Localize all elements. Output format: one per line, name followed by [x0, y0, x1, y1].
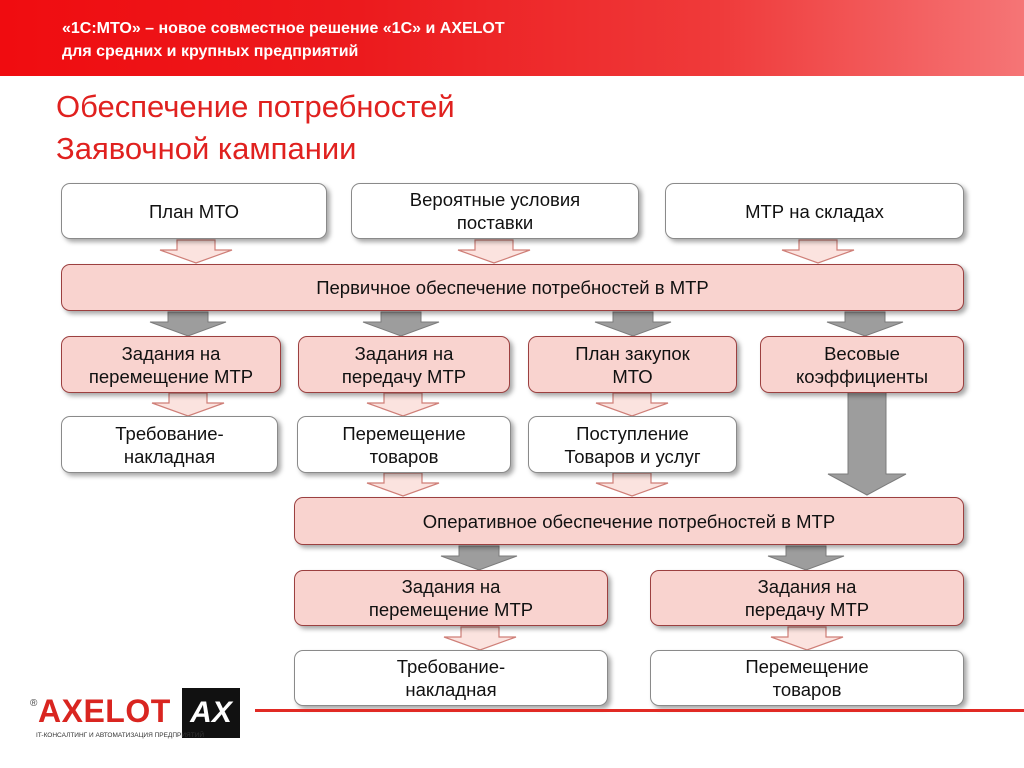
box-goods-move-2	[650, 650, 964, 706]
box-goods-move-2-line-1: Перемещение	[745, 656, 869, 677]
box-goods-move	[297, 416, 511, 473]
box-purchase-plan	[528, 336, 737, 393]
arrow-light-4	[152, 393, 224, 416]
box-plan-mto-label: План МТО	[148, 200, 239, 222]
box-move-tasks-2	[294, 570, 608, 626]
box-delivery-line-1: Вероятные условия	[409, 189, 581, 210]
box-move-tasks-line-1: Задания на	[121, 342, 221, 364]
box-delivery-conditions	[351, 183, 639, 239]
arrow-grey-1	[150, 312, 226, 336]
box-requisition-line-1: Требование-	[115, 422, 224, 444]
box-requisition	[61, 416, 278, 473]
box-move-tasks-2-line-2: перемещение МТР	[368, 599, 534, 620]
box-transfer-tasks-line-1: Задания на	[354, 342, 454, 364]
box-transfer-tasks-2-line-1: Задания на	[757, 576, 857, 597]
logo-tagline: IT-КОНСАЛТИНГ И АВТОМАТИЗАЦИЯ ПРЕДПРИЯТИЙ	[36, 732, 205, 739]
box-goods-move-line-2: товаров	[369, 445, 439, 467]
box-receipt-line-2: Товаров и услуг	[564, 445, 701, 467]
box-stock	[665, 183, 964, 239]
box-purchase-plan-line-1: План закупок	[575, 342, 690, 364]
arrow-grey-4	[827, 312, 903, 336]
box-move-tasks-2-line-1: Задания на	[401, 576, 501, 597]
arrow-light-7	[367, 473, 439, 496]
box-weights-line-1: Весовые	[824, 342, 900, 364]
box-requisition-2	[294, 650, 608, 706]
box-stock-label: МТР на складах	[745, 200, 884, 222]
primary-provision-bar	[61, 264, 964, 311]
footer-divider	[255, 709, 1024, 712]
arrow-light-9	[444, 627, 516, 650]
arrow-light-2	[458, 240, 530, 263]
axelot-logo	[30, 688, 245, 748]
box-goods-move-2-line-2: товаров	[772, 679, 842, 700]
arrow-grey-6	[441, 546, 517, 570]
arrow-light-5	[367, 393, 439, 416]
box-receipt-line-1: Поступление	[576, 422, 689, 444]
box-move-tasks	[61, 336, 281, 393]
arrow-light-10	[771, 627, 843, 650]
box-transfer-tasks	[298, 336, 510, 393]
box-plan-mto	[61, 183, 327, 239]
box-weights-line-2: коэффициенты	[795, 365, 928, 387]
box-requisition-line-2: накладная	[123, 445, 216, 467]
box-purchase-plan-line-2: МТО	[612, 365, 653, 387]
arrow-light-8	[596, 473, 668, 496]
box-delivery-line-2: поставки	[456, 212, 534, 233]
title-line-2: Заявочной кампании	[56, 131, 357, 166]
arrow-grey-2	[363, 312, 439, 336]
box-move-tasks-line-2: перемещение МТР	[88, 365, 254, 387]
arrow-grey-5	[828, 392, 906, 495]
logo-ax-mark: AX	[182, 688, 240, 738]
arrow-grey-3	[595, 312, 671, 336]
box-requisition-2-line-1: Требование-	[396, 656, 506, 677]
box-goods-move-line-1: Перемещение	[342, 422, 466, 444]
arrow-light-1	[160, 240, 232, 263]
registered-mark: ®	[30, 698, 38, 709]
arrow-light-3	[782, 240, 854, 263]
box-receipt	[528, 416, 737, 473]
box-requisition-2-line-2: накладная	[405, 679, 497, 700]
box-transfer-tasks-2	[650, 570, 964, 626]
title-line-1: Обеспечение потребностей	[56, 89, 455, 124]
header-line-2: для средних и крупных предприятий	[62, 43, 359, 60]
box-transfer-tasks-2-line-2: передачу МТР	[744, 599, 870, 620]
box-transfer-tasks-line-2: передачу МТР	[341, 365, 467, 387]
operative-provision-bar	[294, 497, 964, 545]
header-line-1: «1С:МТО» – новое совместное решение «1С» и AXELOT	[62, 20, 505, 37]
arrow-light-6	[596, 393, 668, 416]
logo-wordmark: AXELOT	[38, 693, 171, 729]
arrow-grey-7	[768, 546, 844, 570]
box-weights	[760, 336, 964, 393]
operative-provision-label: Оперативное обеспечение потребностей в МТР	[422, 510, 836, 532]
primary-provision-label: Первичное обеспечение потребностей в МТР	[316, 277, 709, 298]
